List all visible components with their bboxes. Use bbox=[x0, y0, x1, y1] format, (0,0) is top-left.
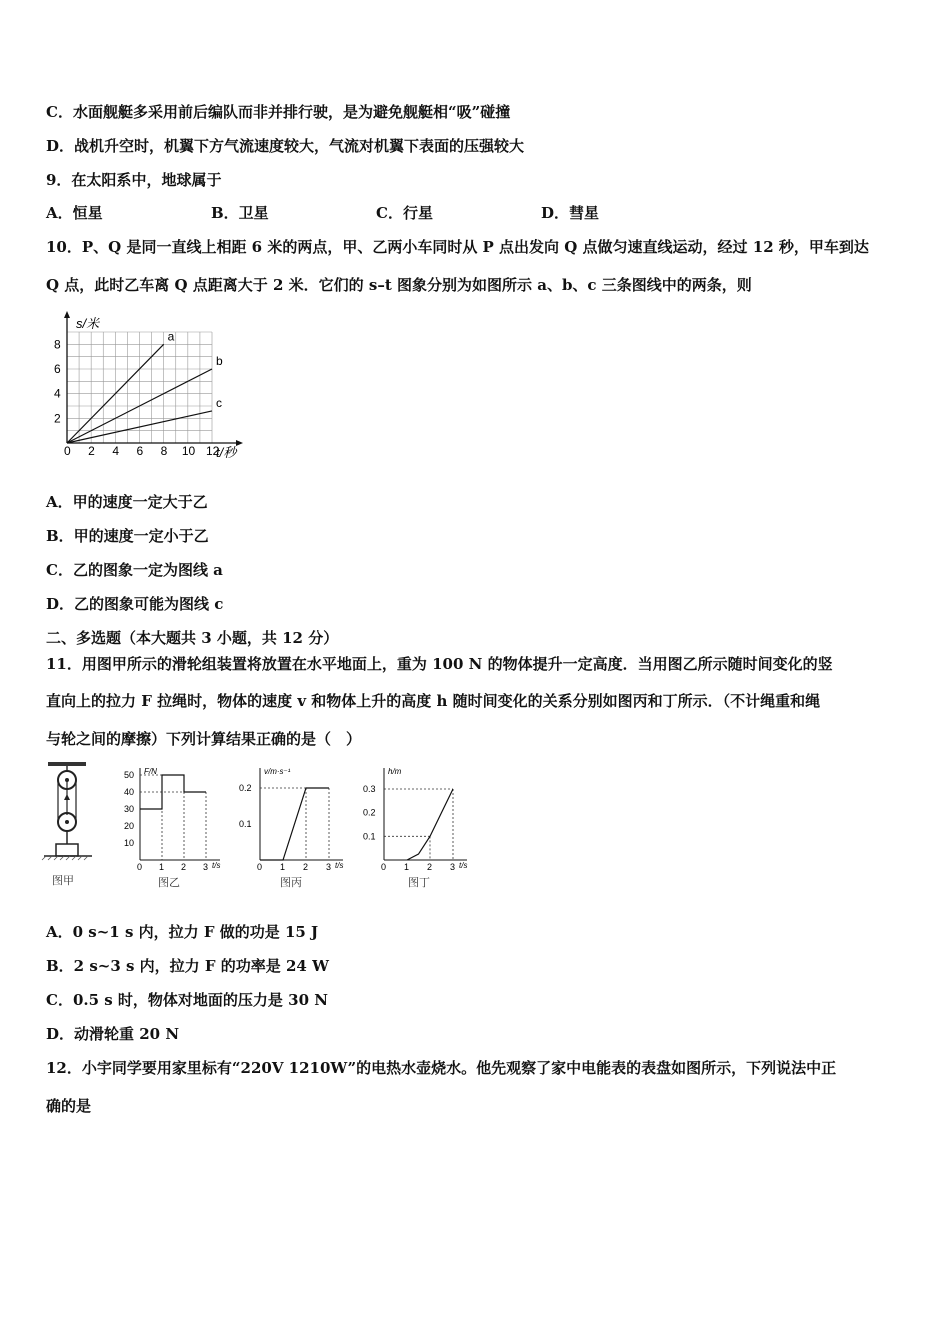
q11-stem-line2: 直向上的拉力 F 拉绳时，物体的速度 v 和物体上升的高度 h 随时间变化的关系分别如图丙和丁所示．（不计绳重和绳 bbox=[46, 692, 821, 710]
x-tick: 3 bbox=[450, 862, 456, 872]
q11-option-a: A．0 s~1 s 内，拉力 F 做的功是 15 J bbox=[46, 923, 319, 941]
q12-stem-line1: 12．小宇同学要用家里标有“220V 1210W”的电热水壶烧水。他先观察了家中电能表的表盘如图所示，下列说法中正 bbox=[46, 1059, 837, 1077]
x-axis-label: t/s bbox=[459, 861, 468, 870]
x-tick: 1 bbox=[280, 862, 286, 872]
y-tick: 0.2 bbox=[363, 807, 376, 818]
st-ylabel: s/米 bbox=[76, 316, 100, 331]
q9-option-d: D．彗星 bbox=[541, 204, 600, 222]
st-y-tick: 2 bbox=[54, 411, 61, 426]
st-chart bbox=[46, 306, 256, 466]
x-tick: 0 bbox=[257, 862, 263, 872]
y-tick: 0.1 bbox=[239, 819, 252, 829]
x-tick: 0 bbox=[381, 862, 387, 872]
q10-option-b: B．甲的速度一定小于乙 bbox=[46, 527, 209, 545]
x-tick: 2 bbox=[181, 862, 187, 872]
st-line-label-a: a bbox=[167, 329, 175, 344]
x-tick: 1 bbox=[159, 862, 165, 872]
x-tick: 0 bbox=[137, 862, 143, 872]
x-tick: 2 bbox=[303, 862, 309, 872]
q11-option-d: D．动滑轮重 20 N bbox=[46, 1025, 180, 1043]
q11-stem-line1: 11．用图甲所示的滑轮组装置将放置在水平地面上，重为 100 N 的物体提升一定高度．当用图乙所示随时间变化的竖 bbox=[46, 655, 833, 673]
series-v bbox=[260, 788, 329, 860]
st-x-tick: 0 bbox=[64, 444, 71, 458]
height-time-chart bbox=[356, 762, 468, 890]
weight-block bbox=[56, 844, 78, 856]
q12-stem-line2: 确的是 bbox=[46, 1097, 92, 1115]
x-axis-label: t/s bbox=[335, 861, 344, 870]
q11-option-c: C．0.5 s 时，物体对地面的压力是 30 N bbox=[46, 991, 328, 1009]
st-x-tick: 4 bbox=[112, 444, 120, 458]
st-y-tick: 6 bbox=[54, 362, 61, 376]
x-axis-label: t/s bbox=[212, 861, 221, 870]
x-tick: 3 bbox=[326, 862, 332, 872]
y-tick: 0.1 bbox=[363, 831, 376, 842]
st-y-tick: 4 bbox=[54, 386, 61, 401]
velocity-time-chart bbox=[232, 762, 344, 890]
st-axes bbox=[64, 311, 243, 446]
caption-bing: 图丙 bbox=[280, 877, 302, 889]
x-tick: 2 bbox=[427, 862, 433, 872]
y-tick: 20 bbox=[124, 821, 135, 831]
y-tick: 0.2 bbox=[239, 783, 252, 793]
st-x-tick: 2 bbox=[88, 444, 95, 458]
st-x-arrow bbox=[236, 440, 243, 446]
q8-option-d: D．战机升空时，机翼下方气流速度较大，气流对机翼下表面的压强较大 bbox=[46, 137, 525, 155]
q9-option-b: B．卫星 bbox=[211, 204, 269, 222]
x-tick: 1 bbox=[404, 862, 410, 872]
pulley-figure bbox=[40, 760, 100, 890]
q10-option-d: D．乙的图象可能为图线 c bbox=[46, 595, 224, 613]
y-tick: 10 bbox=[124, 838, 135, 848]
q9-option-c: C．行星 bbox=[376, 204, 433, 222]
st-lines bbox=[67, 329, 223, 443]
caption-ding: 图丁 bbox=[408, 877, 430, 889]
force-time-chart bbox=[118, 762, 223, 890]
y-axis-label: v/m·s⁻¹ bbox=[264, 767, 291, 776]
q9-stem: 9．在太阳系中，地球属于 bbox=[46, 171, 222, 189]
q8-option-c: C．水面舰艇多采用前后编队而非并排行驶，是为避免舰艇相“吸”碰撞 bbox=[46, 103, 511, 121]
q10-stem-line2: Q 点，此时乙车离 Q 点距离大于 2 米．它们的 s–t 图象分别为如图所示 a、b、c 三条图线中的两条，则 bbox=[46, 276, 752, 294]
caption-yi: 图乙 bbox=[158, 877, 180, 889]
st-line-label-b: b bbox=[216, 354, 223, 368]
st-y-arrow bbox=[64, 311, 70, 318]
q10-option-c: C．乙的图象一定为图线 a bbox=[46, 561, 223, 579]
q10-option-a: A．甲的速度一定大于乙 bbox=[46, 493, 208, 511]
section-2-title: 二、多选题（本大题共 3 小题，共 12 分） bbox=[46, 629, 339, 647]
st-grid bbox=[67, 332, 212, 443]
st-xlabel: t/秒 bbox=[216, 445, 237, 460]
st-x-tick: 12 bbox=[206, 444, 220, 458]
q9-options bbox=[46, 203, 599, 223]
st-line-label-c: c bbox=[216, 395, 222, 410]
q11-stem-line3: 与轮之间的摩擦）下列计算结果正确的是（ ） bbox=[46, 730, 362, 748]
y-tick: 50 bbox=[124, 770, 135, 780]
x-tick: 3 bbox=[203, 862, 209, 872]
q10-stem-line1: 10．P、Q 是同一直线上相距 6 米的两点，甲、乙两小车同时从 P 点出发向 Q 点做匀速直线运动，经过 12 秒，甲车到达 bbox=[46, 238, 869, 256]
st-y-tick: 8 bbox=[54, 337, 61, 352]
st-x-tick: 10 bbox=[181, 444, 196, 458]
y-tick: 0.3 bbox=[363, 784, 376, 794]
y-tick: 40 bbox=[124, 787, 135, 797]
q11-option-b: B．2 s~3 s 内，拉力 F 的功率是 24 W bbox=[46, 957, 329, 975]
caption-jia: 图甲 bbox=[52, 875, 74, 887]
st-x-tick: 6 bbox=[136, 444, 144, 458]
y-axis-label: h/m bbox=[388, 767, 402, 776]
y-tick: 30 bbox=[124, 804, 135, 814]
q9-option-a: A．恒星 bbox=[46, 204, 103, 222]
y-axis-label: F/N bbox=[144, 767, 157, 776]
st-x-tick: 8 bbox=[160, 444, 168, 458]
